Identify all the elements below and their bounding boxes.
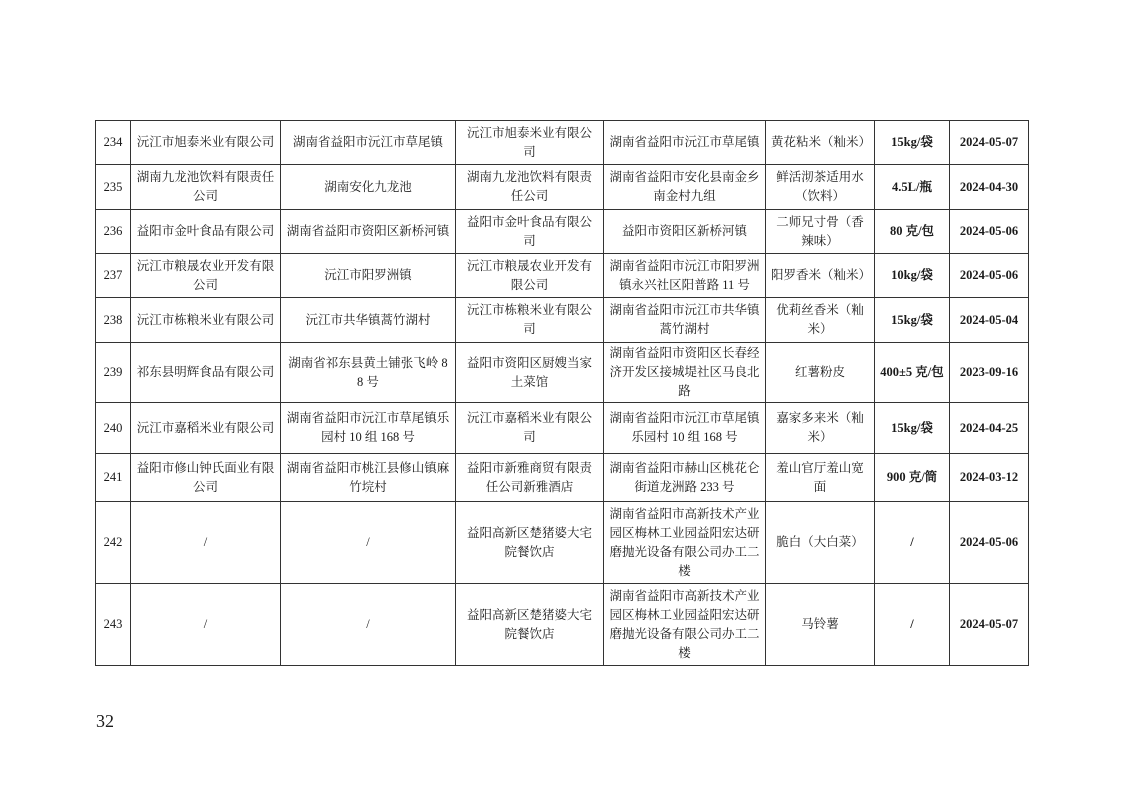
cell-sampled-unit-address: 湖南省益阳市高新技术产业园区梅林工业园益阳宏达研磨抛光设备有限公司办工二楼: [604, 502, 766, 584]
cell-sampled-unit: 沅江市栋粮米业有限公司: [456, 298, 604, 343]
table-row: [96, 298, 1029, 343]
cell-producer: /: [131, 584, 281, 666]
cell-producer-address: 湖南省益阳市桃江县修山镇麻竹垸村: [281, 454, 456, 502]
cell-seq: 234: [96, 121, 131, 165]
cell-food-name: 阳罗香米（籼米）: [766, 254, 875, 298]
cell-production-date: 2024-04-25: [950, 403, 1029, 454]
cell-spec: 15kg/袋: [875, 298, 950, 343]
cell-seq: 240: [96, 403, 131, 454]
cell-producer-address: /: [281, 584, 456, 666]
cell-producer-address: 湖南安化九龙池: [281, 165, 456, 210]
cell-food-name: 红薯粉皮: [766, 343, 875, 403]
cell-food-name: 脆白（大白菜）: [766, 502, 875, 584]
cell-production-date: 2024-05-04: [950, 298, 1029, 343]
cell-sampled-unit: 益阳市资阳区厨嫂当家土菜馆: [456, 343, 604, 403]
cell-producer: 沅江市旭泰米业有限公司: [131, 121, 281, 165]
table-row: [96, 165, 1029, 210]
cell-seq: 242: [96, 502, 131, 584]
cell-food-name: 黄花粘米（籼米）: [766, 121, 875, 165]
sampling-results-table: [95, 120, 1029, 666]
table-row: [96, 210, 1029, 254]
cell-seq: 241: [96, 454, 131, 502]
table-row: [96, 502, 1029, 584]
cell-spec: 400±5 克/包: [875, 343, 950, 403]
cell-sampled-unit-address: 湖南省益阳市安化县南金乡南金村九组: [604, 165, 766, 210]
cell-sampled-unit: 益阳市金叶食品有限公司: [456, 210, 604, 254]
cell-sampled-unit-address: 湖南省益阳市沅江市草尾镇乐园村 10 组 168 号: [604, 403, 766, 454]
page-number: 32: [96, 711, 114, 731]
cell-production-date: 2024-03-12: [950, 454, 1029, 502]
cell-production-date: 2024-04-30: [950, 165, 1029, 210]
cell-production-date: 2024-05-06: [950, 210, 1029, 254]
cell-food-name: 嘉家多来米（籼米）: [766, 403, 875, 454]
cell-producer-address: 湖南省益阳市资阳区新桥河镇: [281, 210, 456, 254]
cell-sampled-unit: 湖南九龙池饮料有限责任公司: [456, 165, 604, 210]
cell-sampled-unit-address: 湖南省益阳市沅江市草尾镇: [604, 121, 766, 165]
cell-seq: 236: [96, 210, 131, 254]
cell-sampled-unit: 沅江市旭泰米业有限公司: [456, 121, 604, 165]
table-row: [96, 454, 1029, 502]
cell-seq: 238: [96, 298, 131, 343]
cell-spec: /: [875, 502, 950, 584]
cell-sampled-unit: 沅江市粮晟农业开发有限公司: [456, 254, 604, 298]
cell-producer: 沅江市嘉稻米业有限公司: [131, 403, 281, 454]
cell-sampled-unit: 益阳高新区楚猪婆大宅院餐饮店: [456, 584, 604, 666]
cell-sampled-unit-address: 湖南省益阳市沅江市共华镇蒿竹湖村: [604, 298, 766, 343]
cell-seq: 239: [96, 343, 131, 403]
cell-sampled-unit: 沅江市嘉稻米业有限公司: [456, 403, 604, 454]
cell-sampled-unit-address: 湖南省益阳市赫山区桃花仑街道龙洲路 233 号: [604, 454, 766, 502]
cell-producer: 沅江市粮晟农业开发有限公司: [131, 254, 281, 298]
cell-producer: 益阳市修山钟氏面业有限公司: [131, 454, 281, 502]
cell-producer: /: [131, 502, 281, 584]
cell-production-date: 2024-05-06: [950, 254, 1029, 298]
cell-production-date: 2024-05-06: [950, 502, 1029, 584]
cell-spec: 15kg/袋: [875, 121, 950, 165]
cell-food-name: 二师兄寸骨（香辣味）: [766, 210, 875, 254]
cell-producer-address: 沅江市共华镇蒿竹湖村: [281, 298, 456, 343]
cell-sampled-unit-address: 湖南省益阳市高新技术产业园区梅林工业园益阳宏达研磨抛光设备有限公司办工二楼: [604, 584, 766, 666]
table-row: [96, 254, 1029, 298]
cell-producer: 沅江市栋粮米业有限公司: [131, 298, 281, 343]
cell-seq: 235: [96, 165, 131, 210]
cell-sampled-unit-address: 湖南省益阳市资阳区长春经济开发区接城堤社区马良北路: [604, 343, 766, 403]
table-row: [96, 584, 1029, 666]
cell-spec: 15kg/袋: [875, 403, 950, 454]
cell-spec: 10kg/袋: [875, 254, 950, 298]
cell-spec: 4.5L/瓶: [875, 165, 950, 210]
cell-production-date: 2024-05-07: [950, 584, 1029, 666]
table-row: [96, 343, 1029, 403]
cell-food-name: 马铃薯: [766, 584, 875, 666]
cell-sampled-unit: 益阳市新雅商贸有限责任公司新雅酒店: [456, 454, 604, 502]
cell-producer-address: 湖南省益阳市沅江市草尾镇: [281, 121, 456, 165]
table-row: [96, 403, 1029, 454]
cell-spec: /: [875, 584, 950, 666]
cell-producer: 祁东县明辉食品有限公司: [131, 343, 281, 403]
cell-production-date: 2023-09-16: [950, 343, 1029, 403]
cell-food-name: 优莉丝香米（籼米）: [766, 298, 875, 343]
cell-seq: 237: [96, 254, 131, 298]
cell-producer-address: 沅江市阳罗洲镇: [281, 254, 456, 298]
cell-sampled-unit-address: 湖南省益阳市沅江市阳罗洲镇永兴社区阳普路 11 号: [604, 254, 766, 298]
cell-producer-address: 湖南省益阳市沅江市草尾镇乐园村 10 组 168 号: [281, 403, 456, 454]
cell-food-name: 羞山官厅羞山宽面: [766, 454, 875, 502]
cell-spec: 900 克/筒: [875, 454, 950, 502]
cell-producer: 益阳市金叶食品有限公司: [131, 210, 281, 254]
cell-food-name: 鲜活沏茶适用水（饮料）: [766, 165, 875, 210]
cell-production-date: 2024-05-07: [950, 121, 1029, 165]
cell-seq: 243: [96, 584, 131, 666]
cell-sampled-unit: 益阳高新区楚猪婆大宅院餐饮店: [456, 502, 604, 584]
cell-producer: 湖南九龙池饮料有限责任公司: [131, 165, 281, 210]
cell-sampled-unit-address: 益阳市资阳区新桥河镇: [604, 210, 766, 254]
cell-producer-address: /: [281, 502, 456, 584]
table-row: [96, 121, 1029, 165]
cell-spec: 80 克/包: [875, 210, 950, 254]
cell-producer-address: 湖南省祁东县黄土铺张飞岭 88 号: [281, 343, 456, 403]
